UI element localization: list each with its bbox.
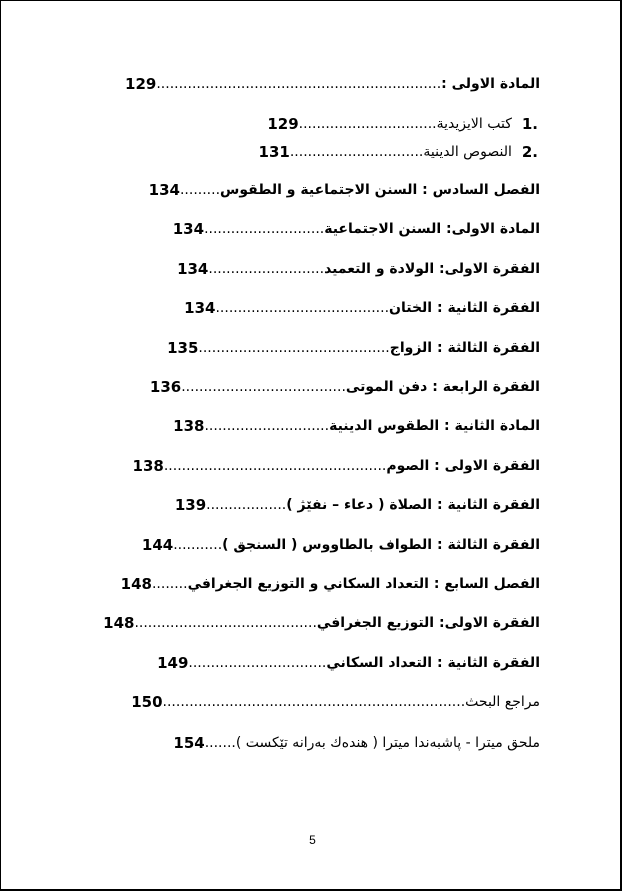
toc-entry — [120, 572, 540, 596]
toc-entry-label: الفقرة الثالثة : الطواف بالطاووس ( السنجق ) — [222, 537, 540, 553]
toc-entry-page: 134 — [177, 260, 209, 278]
toc-entry-leader: ............................... — [298, 116, 437, 132]
toc-entry — [148, 140, 538, 164]
toc-entry-leader: .................................................................... — [162, 694, 466, 710]
toc-entry-leader: ........................................... — [198, 340, 390, 356]
toc-entry-label: الفقرة الثانية : الختان — [389, 300, 540, 316]
toc-entry-page: 131 — [258, 143, 290, 161]
toc-entry — [148, 731, 540, 755]
toc-entry-page: 148 — [103, 614, 135, 632]
page-number: 5 — [309, 833, 316, 847]
toc-entry-page: 138 — [132, 457, 164, 475]
toc-entry-number: 1. — [521, 115, 538, 133]
toc-entry-label: الفقرة الاولى: الولادة و التعميد — [324, 261, 540, 277]
toc-entry — [148, 336, 540, 360]
toc-entry-leader: ............................... — [188, 655, 327, 671]
toc-entry-label: كتب الايزيدية — [436, 116, 512, 132]
toc-entry — [148, 414, 540, 438]
toc-entry-label: الفقرة الاولى : الصوم — [386, 458, 540, 474]
toc-entry-number: 2. — [521, 143, 538, 161]
toc-entry — [148, 651, 540, 675]
toc-entry — [132, 454, 540, 478]
toc-entry-leader: ....... — [204, 735, 236, 751]
toc-entry-page: 136 — [149, 378, 182, 396]
toc-entry-label: مراجع البحث — [465, 694, 540, 710]
toc-entry-label: النصوص الدينية — [423, 144, 512, 160]
toc-entry-leader: ........................... — [204, 221, 325, 237]
toc-entry-label: الفصل السابع : التعداد السكاني و التوزيع الجغرافي — [187, 576, 540, 592]
toc-entry-page: 138 — [173, 417, 205, 435]
toc-entry-label: الفقرة الاولى: التوزيع الجغرافي — [316, 615, 540, 631]
toc-entry-page: 134 — [148, 181, 180, 199]
toc-entry-leader: ................................................................ — [156, 76, 442, 92]
toc-entry — [148, 493, 540, 517]
toc-entry-page: 148 — [120, 575, 152, 593]
toc-entry-leader: ......... — [179, 182, 221, 198]
toc-entry-label: المادة الثانية : الطقوس الدينية — [329, 418, 540, 434]
toc-entry — [103, 611, 540, 635]
toc-entry-page: 129 — [125, 75, 157, 93]
toc-entry-page: 139 — [174, 496, 207, 514]
toc-entry-leader: ......................................... — [134, 615, 317, 631]
toc-entry-label: ملحق ميترا - پاشبەندا میترا ( هندەك بەرانە تێكست ) — [235, 735, 540, 751]
toc-entry-page: 144 — [141, 536, 174, 554]
toc-entry-leader: ............................ — [204, 418, 330, 434]
toc-entry — [148, 257, 540, 281]
toc-entry-leader: ..................................... — [181, 379, 346, 395]
toc-entry-label: الفقرة الرابعة : دفن الموتى — [345, 379, 540, 395]
toc-entry-label: المادة الاولى : — [441, 76, 540, 92]
toc-entry — [148, 178, 540, 202]
toc-entry-leader: ........... — [173, 537, 223, 553]
toc-entry-leader: .............................. — [289, 144, 424, 160]
toc-entry-label: الفصل السادس : السنن الاجتماعية و الطقوس — [220, 182, 540, 198]
toc-entry-page: 154 — [173, 734, 205, 752]
toc-entry-leader: .......................... — [208, 261, 325, 277]
toc-entry-leader: ........ — [151, 576, 188, 592]
toc-entry-page: 135 — [167, 339, 199, 357]
toc-entry-leader: ....................................... — [215, 300, 390, 316]
toc-entry — [148, 296, 540, 320]
toc-entry — [148, 375, 540, 399]
toc-entry-leader: .................. — [206, 497, 287, 513]
toc-entry-label: الفقرة الثالثة : الزواج — [389, 340, 540, 356]
toc-entry-page: 129 — [267, 115, 299, 133]
toc-entry — [131, 690, 540, 714]
toc-entry-page: 134 — [184, 299, 216, 317]
toc-entry — [141, 533, 540, 557]
toc-entry — [125, 72, 540, 96]
toc-entry-page: 134 — [172, 220, 205, 238]
toc-entry — [148, 112, 538, 136]
toc-entry-label: الفقرة الثانية : التعداد السكاني — [326, 655, 540, 671]
toc-entry-page: 149 — [157, 654, 189, 672]
toc-entry-page: 150 — [131, 693, 163, 711]
toc-entry — [148, 217, 540, 241]
toc-entry-label: الفقرة الثانية : الصلاة ( دعاء – نفێژ ) — [286, 497, 540, 513]
toc-entry-leader: .................................................. — [163, 458, 387, 474]
toc-entry-label: المادة الاولى: السنن الاجتماعية — [324, 221, 540, 237]
